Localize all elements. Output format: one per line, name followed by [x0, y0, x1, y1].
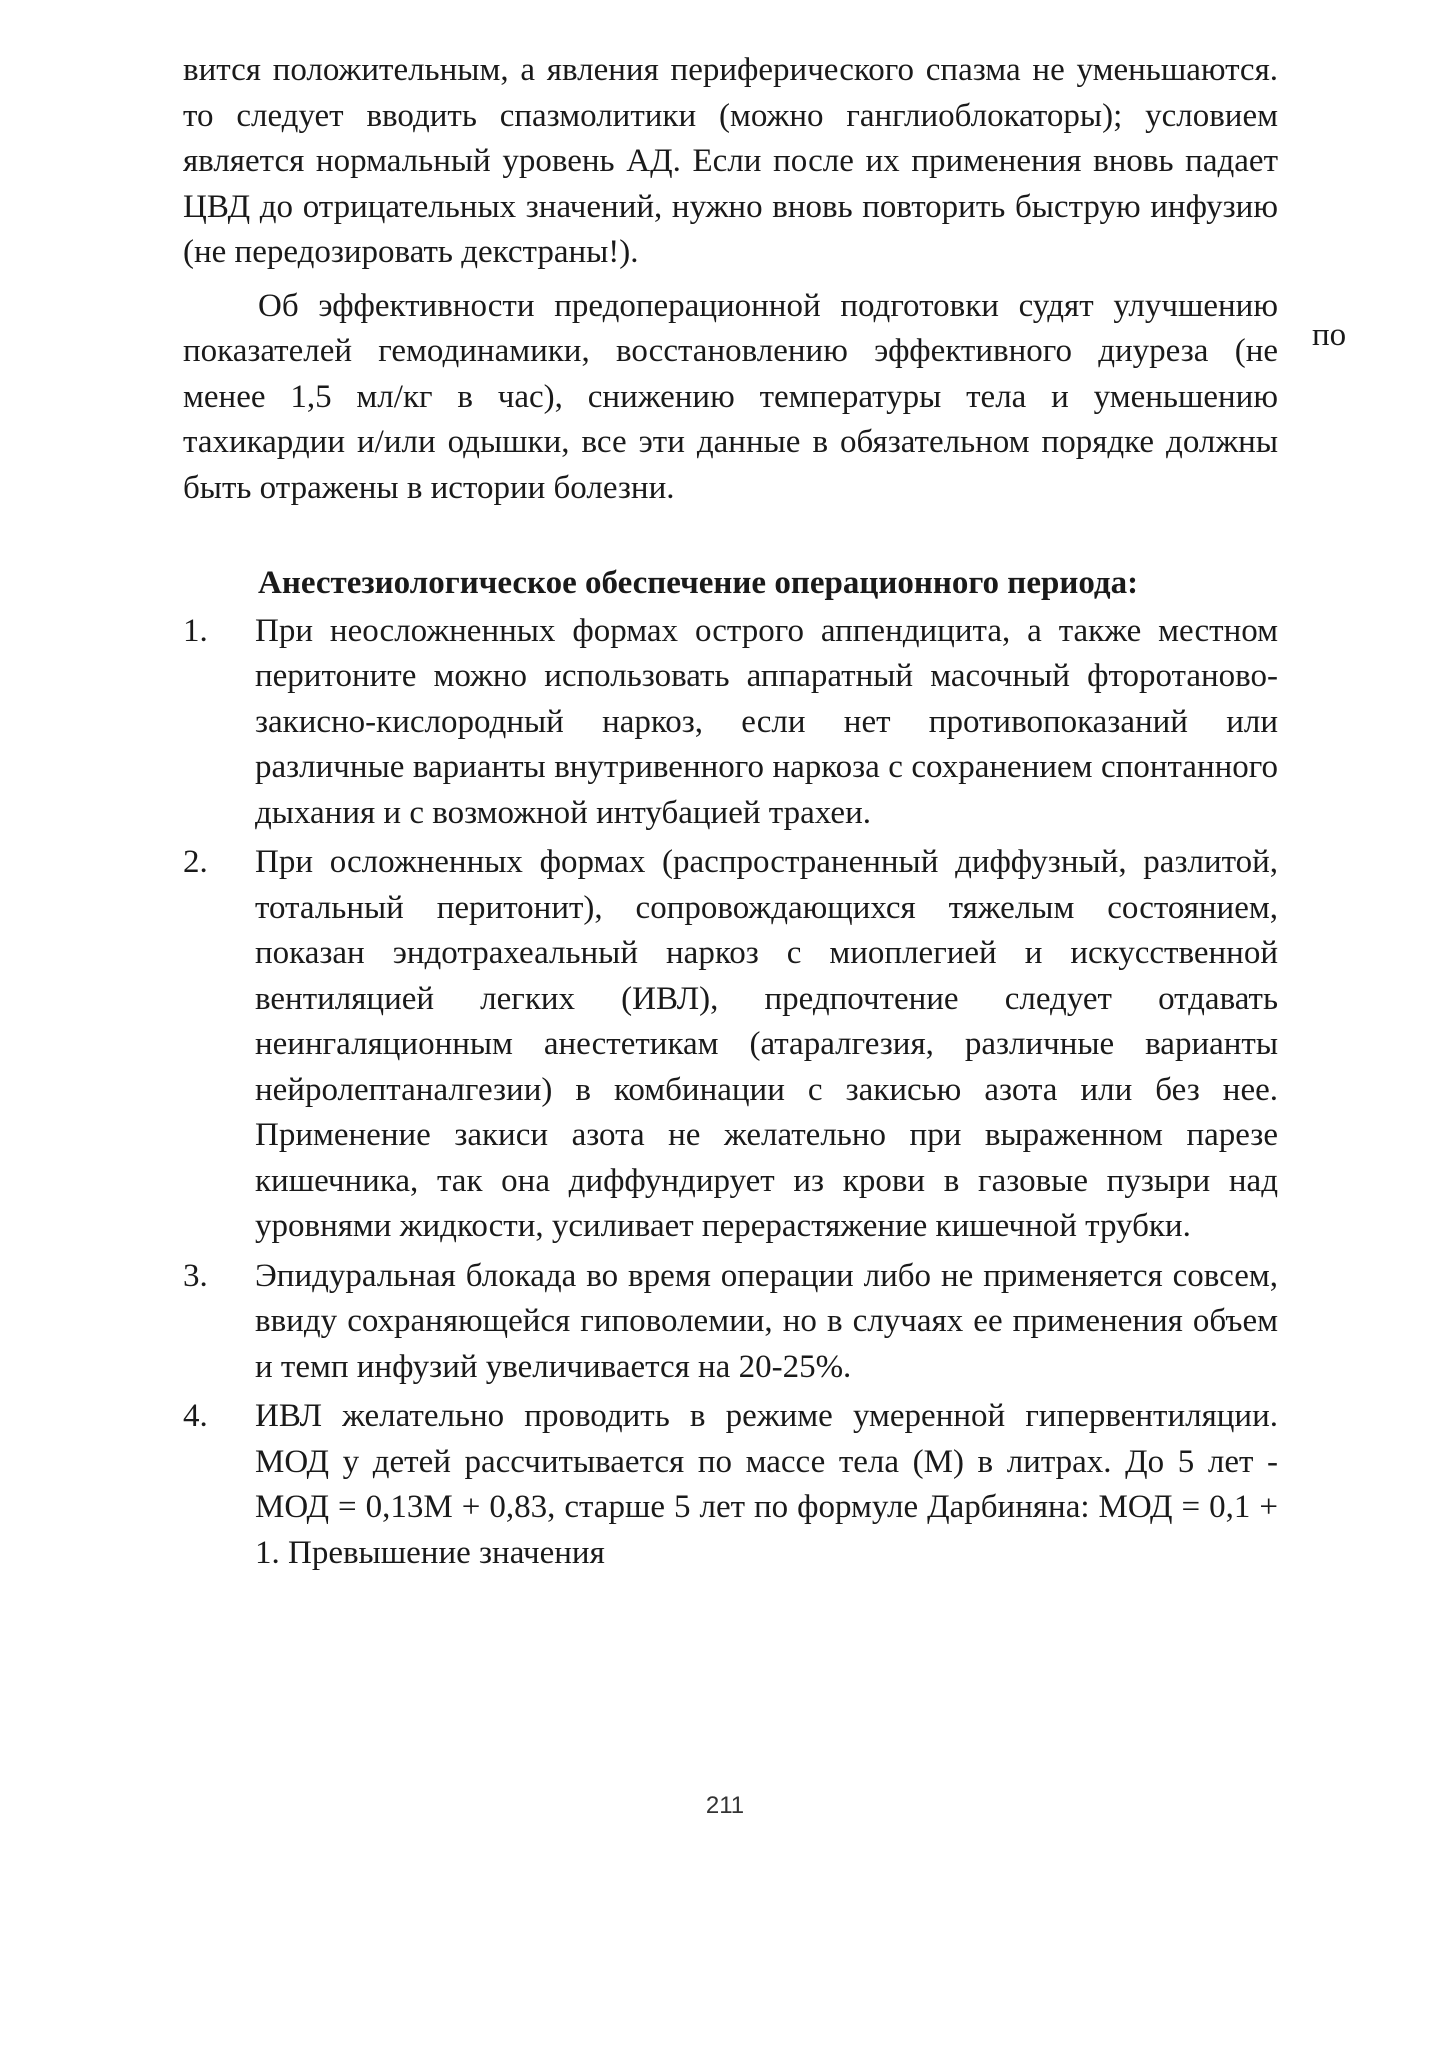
paragraph-efficacy-rest: улучшению показателей гемодинамики, восстановлению эффективного диуреза (не менее 1,5 мл/кг в час), снижению температуры тела и уменьшению тахикардии и/или одышки, все эти данные в обязательном порядке должны быть отражены в истории болезни. [183, 287, 1278, 506]
list-item [183, 840, 1278, 1250]
overflow-word: по [1312, 317, 1347, 353]
list-item-number: 3. [183, 1257, 208, 1294]
list-item-number: 2. [183, 844, 208, 880]
section-heading: Анестезиологическое обеспечение операционного периода: [258, 565, 1139, 601]
list-item [183, 609, 1278, 837]
page-number: 211 [705, 1792, 745, 1819]
paragraph-efficacy [183, 284, 1278, 512]
paragraph-continuation: вится положительным, а явления периферического спазма не уменьшаются. то следует вводить спазмолитики (можно ганглиоблокаторы); условием является нормальный уровень АД. Если после их применения вновь падает ЦВД до отрицательных значений, нужно вновь повторить быструю инфузию (не передозировать декстраны!). [183, 52, 1278, 270]
list-item-text: При осложненных формах (распространенный диффузный, разлитой, тотальный перитонит), сопровождающихся тяжелым состоянием, показан эндотрахеальный наркоз с миоплегией и искусственной вентиляцией легких (ИВЛ), предпочтение следует отдавать неингаляционным анестетикам (атаралгезия, различные варианты нейролептаналгезии) в комбинации с закисью азота или без нее. Применение закиси азота не желательно при выраженном парезе кишечника, так она диффундирует из крови в газовые пузыри над уровнями жидкости, усиливает перерастяжение кишечной трубки. [255, 844, 1278, 1244]
list-item [183, 1394, 1278, 1576]
list-item-number: 1. [183, 612, 208, 649]
text-block [183, 48, 1278, 1580]
list-item-text: ИВЛ желательно проводить в режиме умеренной гипервентиляции. МОД у детей рассчитывается по массе тела (М) в литрах. До 5 лет - МОД = 0,13М + 0,83, старше 5 лет по формуле Дарбиняна: МОД = 0,1 + 1. Превышение значения [255, 1398, 1278, 1571]
anesthesia-list [183, 609, 1278, 1577]
list-item-text: Эпидуральная блокада во время операции либо не применяется совсем, ввиду сохраняющейся гиповолемии, но в случаях ее применения объем и темп инфузий увеличивается на 20-25%. [255, 1257, 1278, 1385]
list-item-number: 4. [183, 1398, 208, 1434]
spacer [183, 276, 1278, 284]
list-item [183, 1254, 1278, 1391]
spacer [183, 511, 1278, 561]
paragraph-efficacy-lead: Об эффективности предоперационной подготовки судят [258, 287, 1094, 324]
list-item-text: При неосложненных формах острого аппендицита, а также местном перитоните можно использовать аппаратный масочный фторотаново-закисно-кислородный наркоз, если нет противопоказаний или различные варианты внутривенного наркоза с сохранением спонтанного дыхания и с возможной интубацией трахеи. [255, 612, 1278, 831]
